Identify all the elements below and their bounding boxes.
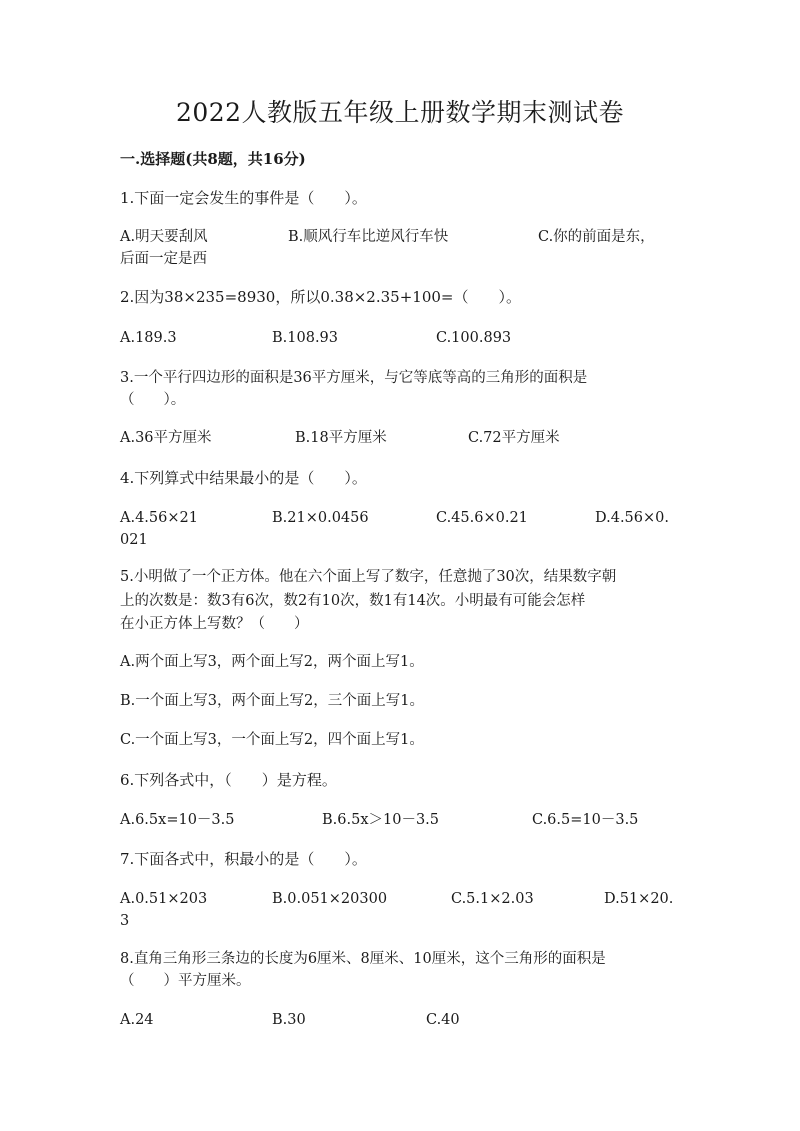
question-5-stem-line-1: 5.小明做了一个正方体。他在六个面上写了数字，任意抛了30次，结果数字朝: [120, 569, 617, 585]
question-5-option-c: C.一个面上写3，一个面上写2，四个面上写1。: [120, 732, 424, 748]
question-2-option-a: A.189.3: [120, 330, 177, 346]
question-1-option-c-wrap: 后面一定是西: [120, 251, 207, 267]
page-title: 2022人教版五年级上册数学期末测试卷: [175, 98, 625, 127]
question-3-option-c: C.72平方厘米: [468, 430, 560, 446]
question-6-option-b: B.6.5x＞10－3.5: [322, 812, 440, 828]
question-3-stem-line-2: （ ）。: [120, 392, 186, 408]
question-5-stem-line-3: 在小正方体上写数？（ ）: [120, 616, 309, 632]
question-6-option-a: A.6.5x=10－3.5: [120, 812, 235, 828]
question-6-stem: 6.下列各式中，（ ）是方程。: [120, 771, 337, 789]
question-1-stem: 1.下面一定会发生的事件是（ ）。: [120, 189, 367, 207]
question-4-option-d-wrap: 021: [120, 532, 148, 548]
question-5-option-a: A.两个面上写3，两个面上写2，两个面上写1。: [120, 654, 424, 670]
question-7-stem: 7.下面各式中，积最小的是（ ）。: [120, 850, 367, 868]
question-4-option-d: D.4.56×0.: [595, 510, 669, 526]
question-3-option-b: B.18平方厘米: [295, 430, 387, 446]
question-7-option-b: B.0.051×20300: [272, 891, 388, 907]
question-4-stem: 4.下列算式中结果最小的是（ ）。: [120, 469, 367, 487]
question-4-option-a: A.4.56×21: [120, 510, 198, 526]
question-2-option-b: B.108.93: [272, 330, 339, 346]
question-1-option-b: B.顺风行车比逆风行车快: [288, 229, 449, 245]
question-8-option-b: B.30: [272, 1012, 306, 1028]
question-1-option-c: C.你的前面是东，: [538, 229, 655, 245]
question-3-stem-line-1: 3.一个平行四边形的面积是36平方厘米，与它等底等高的三角形的面积是: [120, 370, 588, 386]
section-heading: 一.选择题(共8题，共16分): [120, 150, 306, 168]
question-1-option-a: A.明天要刮风: [120, 229, 208, 245]
question-8-stem-line-1: 8.直角三角形三条边的长度为6厘米、8厘米、10厘米，这个三角形的面积是: [120, 951, 606, 967]
question-5-stem-line-2: 上的次数是：数3有6次，数2有10次，数1有14次。小明最有可能会怎样: [120, 593, 586, 609]
question-8-option-c: C.40: [426, 1012, 460, 1028]
question-7-option-a: A.0.51×203: [120, 891, 208, 907]
question-4-option-c: C.45.6×0.21: [436, 510, 528, 526]
question-5-option-b: B.一个面上写3，两个面上写2，三个面上写1。: [120, 693, 424, 709]
question-2-option-c: C.100.893: [436, 330, 512, 346]
question-7-option-d: D.51×20.: [604, 891, 674, 907]
question-6-option-c: C.6.5=10－3.5: [532, 812, 639, 828]
question-2-stem: 2.因为38×235=8930，所以0.38×2.35+100=（ ）。: [120, 288, 521, 306]
question-7-option-d-wrap: 3: [120, 913, 130, 929]
question-4-option-b: B.21×0.0456: [272, 510, 369, 526]
question-3-option-a: A.36平方厘米: [120, 430, 212, 446]
question-7-option-c: C.5.1×2.03: [451, 891, 534, 907]
question-8-option-a: A.24: [120, 1012, 154, 1028]
question-8-stem-line-2: （ ）平方厘米。: [120, 973, 251, 989]
